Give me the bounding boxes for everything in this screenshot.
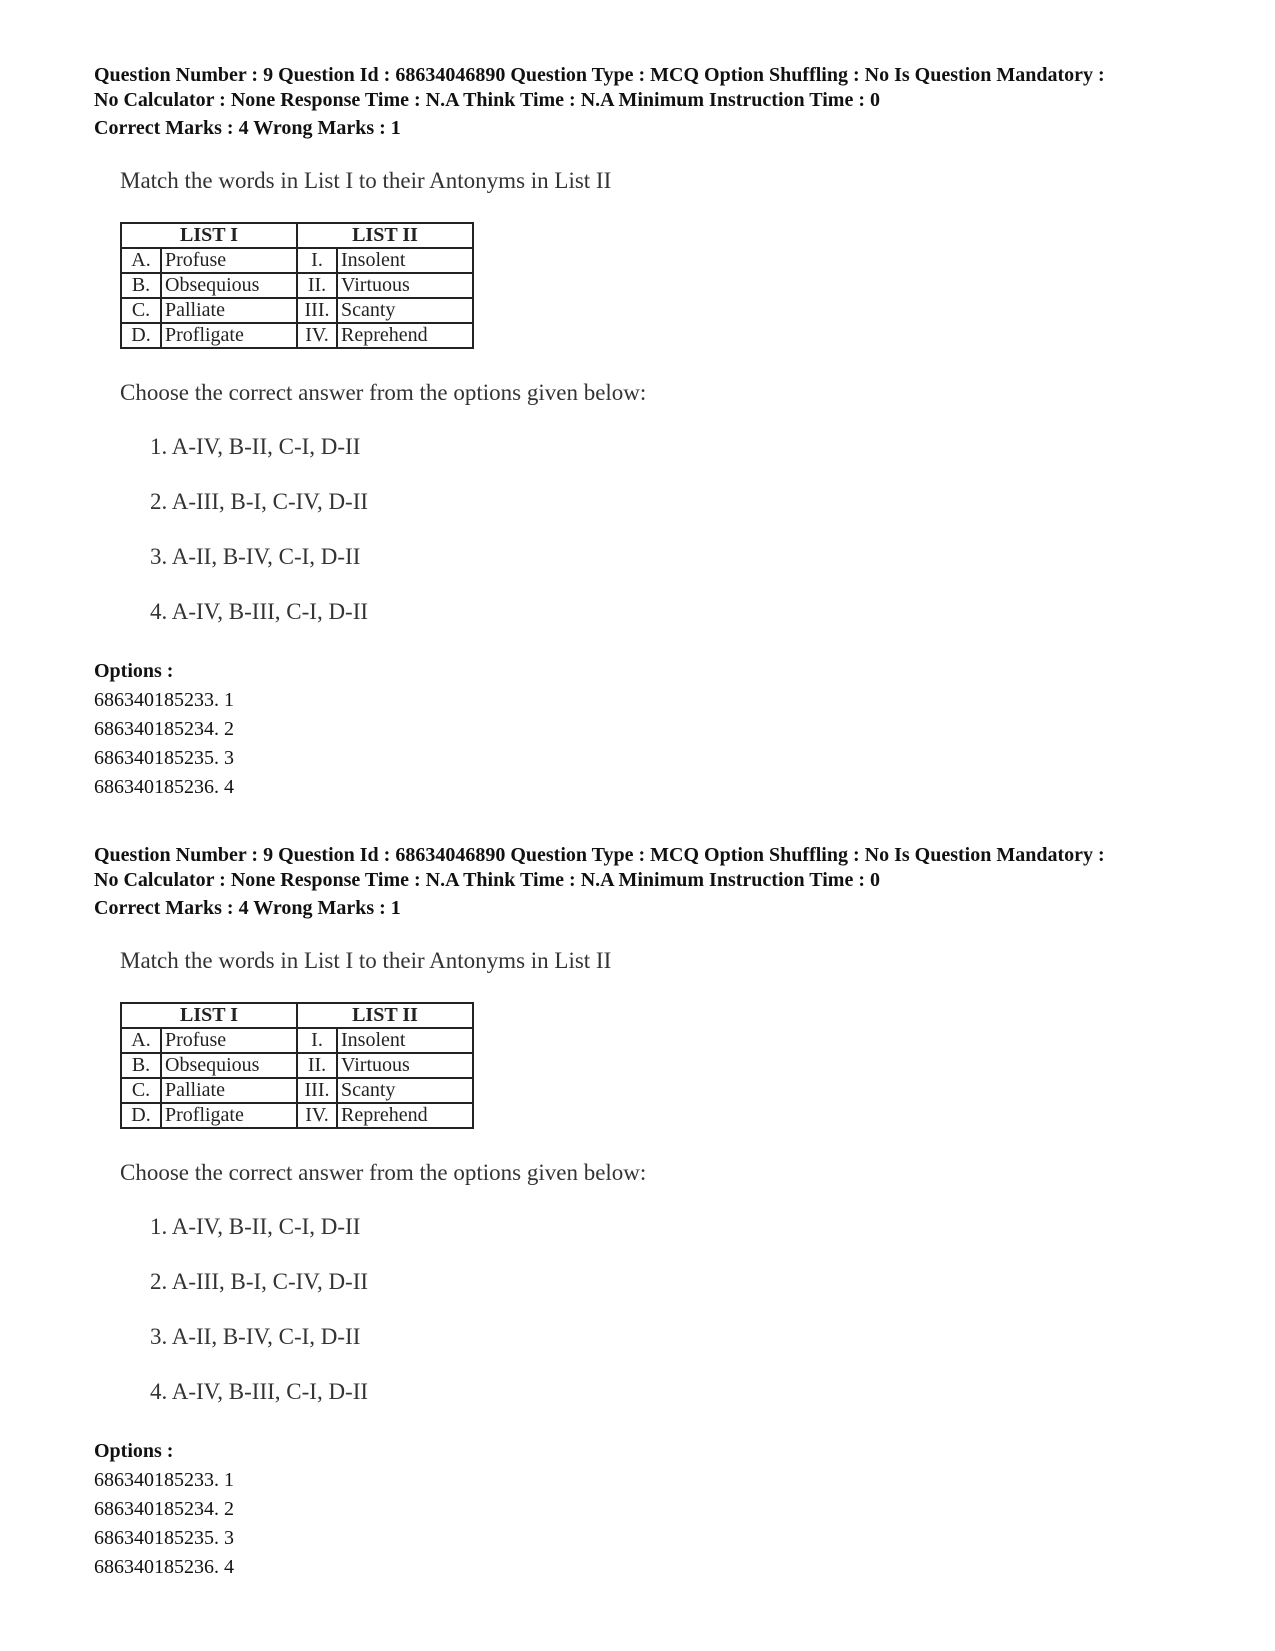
list-ii-key: III.: [297, 298, 337, 323]
meta-line: Question Number : 9 Question Id : 68634046890 Question Type : MCQ Option Shuffling : No Is Question Mandatory :: [94, 64, 1105, 86]
list-ii-word: Virtuous: [337, 273, 473, 298]
answer-list: [150, 1212, 368, 1432]
list-i-key: B.: [121, 1053, 161, 1078]
table-row: [121, 273, 473, 298]
list-ii-word: Reprehend: [337, 1103, 473, 1128]
list-i-key: C.: [121, 298, 161, 323]
list-ii-key: IV.: [297, 323, 337, 348]
meta-line: No Calculator : None Response Time : N.A Think Time : N.A Minimum Instruction Time : 0: [94, 89, 880, 111]
table-row: [121, 298, 473, 323]
list-ii-word: Scanty: [337, 298, 473, 323]
list-ii-word: Reprehend: [337, 323, 473, 348]
option-item: 686340185236. 4: [94, 1556, 234, 1578]
option-item: 686340185233. 1: [94, 1469, 234, 1491]
list-ii-word: Virtuous: [337, 1053, 473, 1078]
marks-line: Correct Marks : 4 Wrong Marks : 1: [94, 117, 401, 139]
table-row: [121, 1028, 473, 1053]
list-ii-word: Insolent: [337, 1028, 473, 1053]
list-i-word: Obsequious: [161, 1053, 297, 1078]
match-table: [120, 1002, 474, 1129]
list-ii-key: II.: [297, 273, 337, 298]
answer-choice: 3. A-II, B-IV, C-I, D-II: [150, 544, 361, 569]
list-ii-word: Scanty: [337, 1078, 473, 1103]
list-i-word: Obsequious: [161, 273, 297, 298]
meta-line: Question Number : 9 Question Id : 68634046890 Question Type : MCQ Option Shuffling : No Is Question Mandatory :: [94, 844, 1105, 866]
list-i-word: Palliate: [161, 298, 297, 323]
answer-choice: 1. A-IV, B-II, C-I, D-II: [150, 434, 361, 459]
options-list: [94, 1437, 234, 1582]
marks-line: Correct Marks : 4 Wrong Marks : 1: [94, 897, 401, 919]
list-ii-key: III.: [297, 1078, 337, 1103]
list-i-key: D.: [121, 1103, 161, 1128]
list-i-key: D.: [121, 323, 161, 348]
table-row: [121, 1078, 473, 1103]
table-row: [121, 323, 473, 348]
meta-line: No Calculator : None Response Time : N.A Think Time : N.A Minimum Instruction Time : 0: [94, 869, 880, 891]
answer-choice: 2. A-III, B-I, C-IV, D-II: [150, 489, 369, 514]
options-label: Options :: [94, 1440, 174, 1462]
option-item: 686340185235. 3: [94, 1527, 234, 1549]
table-header-row: [121, 223, 473, 248]
list-i-key: B.: [121, 273, 161, 298]
option-item: 686340185234. 2: [94, 718, 234, 740]
choose-instruction: Choose the correct answer from the options given below:: [120, 1160, 647, 1185]
answer-choice: 4. A-IV, B-III, C-I, D-II: [150, 1379, 369, 1404]
question-prompt: Match the words in List I to their Antonyms in List II: [120, 948, 612, 973]
list-i-key: A.: [121, 248, 161, 273]
list-ii-key: I.: [297, 1028, 337, 1053]
list-i-word: Palliate: [161, 1078, 297, 1103]
answer-choice: 3. A-II, B-IV, C-I, D-II: [150, 1324, 361, 1349]
list-i-word: Profligate: [161, 1103, 297, 1128]
list-i-word: Profuse: [161, 248, 297, 273]
match-table: [120, 222, 474, 349]
table-row: [121, 1053, 473, 1078]
option-item: 686340185236. 4: [94, 776, 234, 798]
list-ii-header: LIST II: [297, 223, 473, 248]
answer-choice: 2. A-III, B-I, C-IV, D-II: [150, 1269, 369, 1294]
list-i-key: C.: [121, 1078, 161, 1103]
list-i-header: LIST I: [121, 1003, 297, 1028]
list-ii-header: LIST II: [297, 1003, 473, 1028]
table-header-row: [121, 1003, 473, 1028]
choose-instruction: Choose the correct answer from the options given below:: [120, 380, 647, 405]
answer-choice: 4. A-IV, B-III, C-I, D-II: [150, 599, 369, 624]
list-ii-key: II.: [297, 1053, 337, 1078]
list-i-key: A.: [121, 1028, 161, 1053]
question-meta: [94, 843, 1214, 921]
question-prompt: Match the words in List I to their Antonyms in List II: [120, 168, 612, 193]
list-i-word: Profuse: [161, 1028, 297, 1053]
option-item: 686340185233. 1: [94, 689, 234, 711]
list-ii-key: I.: [297, 248, 337, 273]
list-i-header: LIST I: [121, 223, 297, 248]
option-item: 686340185234. 2: [94, 1498, 234, 1520]
answer-list: [150, 432, 368, 652]
answer-choice: 1. A-IV, B-II, C-I, D-II: [150, 1214, 361, 1239]
list-ii-word: Insolent: [337, 248, 473, 273]
question-meta: [94, 63, 1214, 141]
list-ii-key: IV.: [297, 1103, 337, 1128]
table-row: [121, 248, 473, 273]
options-label: Options :: [94, 660, 174, 682]
table-row: [121, 1103, 473, 1128]
option-item: 686340185235. 3: [94, 747, 234, 769]
options-list: [94, 657, 234, 802]
list-i-word: Profligate: [161, 323, 297, 348]
